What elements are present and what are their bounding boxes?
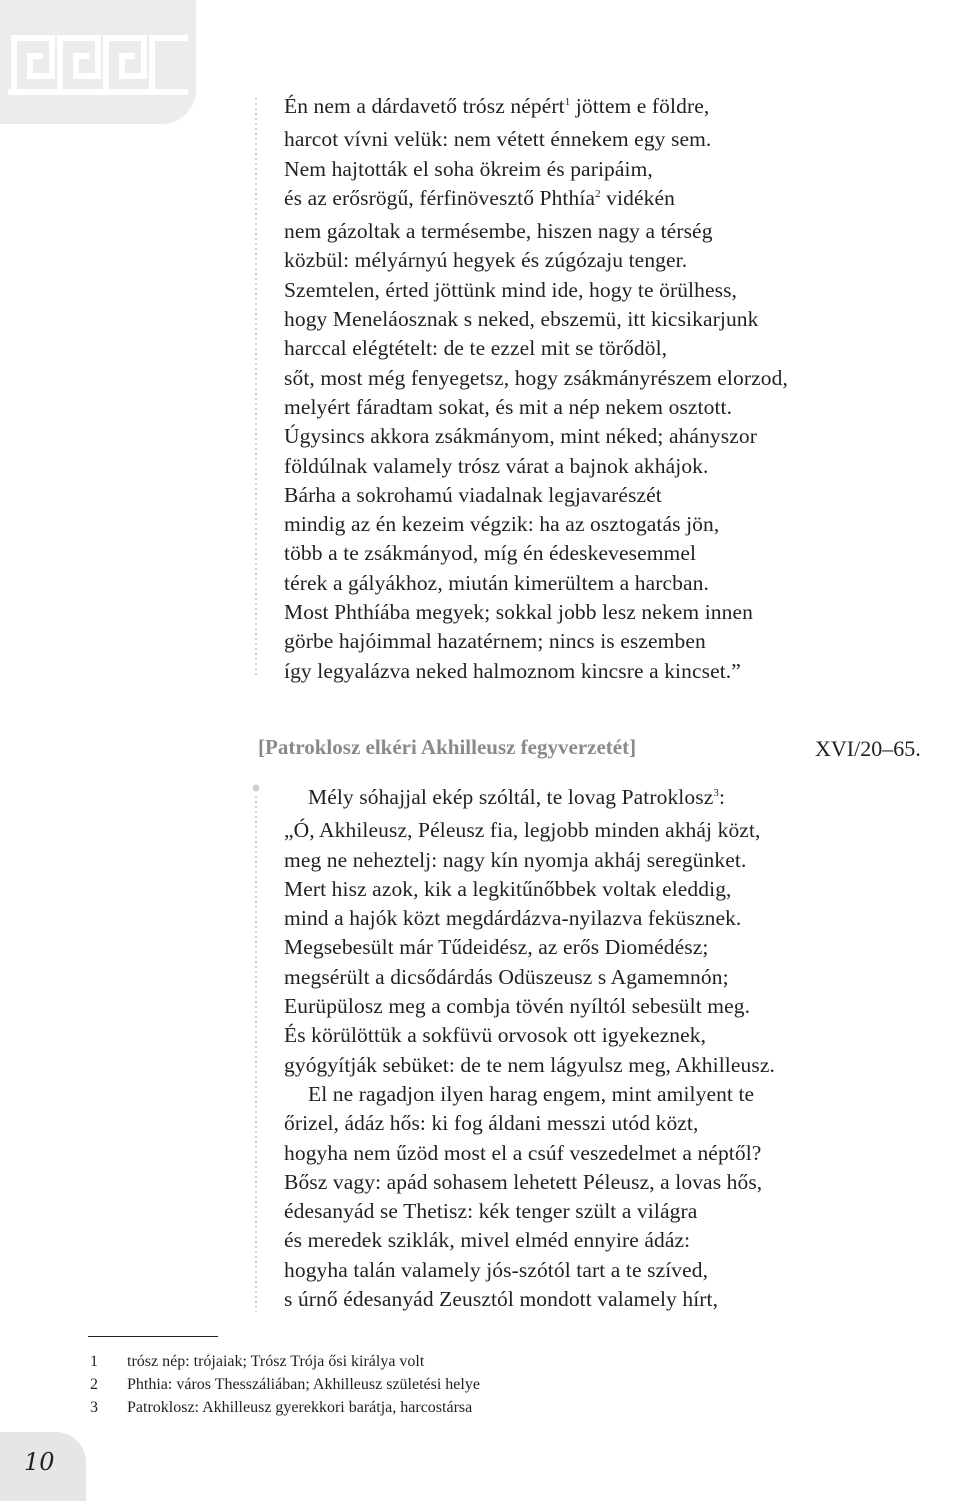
poem-line: sőt, most még fenyegetsz, hogy zsákmányrészem elorzod,: [284, 365, 788, 390]
poem-line: és az erősrögű, férfinövesztő Phthía$^2$ vidékén: [284, 185, 675, 210]
poem-line: harcot vívni velük: nem vétett énnekem egy sem.: [284, 127, 712, 152]
footnote-number: 3: [90, 1399, 98, 1416]
poem-line: Most Phthíába megyek; sokkal jobb lesz nekem innen: [284, 600, 753, 625]
poem-line: mindig az én kezeim végzik: ha az osztogatás jön,: [284, 512, 720, 537]
poem-line: hogy Meneláosznak s neked, ebszemü, itt kicsikarjunk: [284, 307, 759, 332]
footnote-divider: [88, 1336, 218, 1337]
poem-line: „Ó, Akhileusz, Péleusz fia, legjobb minden akháj közt,: [284, 818, 761, 843]
poem-line: megsérült a dicsődárdás Odüszeusz s Agamemnón;: [284, 964, 729, 989]
footnote-mark: 3: [713, 787, 719, 799]
poem-bottom: [284, 783, 775, 1314]
poem-line: görbe hajóimmal hazatérnem; nincs is eszemben: [284, 629, 706, 654]
poem-line: Szemtelen, érted jöttünk mind ide, hogy te örülhess,: [284, 277, 738, 302]
poem-line: így legyalázva neked halmoznom kincsre a kincset.”: [284, 658, 741, 683]
poem-line: Megsebesült már Tűdeidész, az erős Diomédész;: [284, 935, 709, 960]
poem-line: melyért fáradtam sokat, és mit a nép nekem osztott.: [284, 394, 733, 419]
poem-line: meg ne neheztelj: nagy kín nyomja akháj seregünket.: [284, 847, 747, 872]
poem-line: mind a hajók közt megdárdázva-nyilazva feküsznek.: [284, 906, 742, 931]
footnotes: [90, 1350, 480, 1419]
margin-dotted-rule: [252, 782, 260, 1312]
poem-line: és meredek sziklák, mivel elméd ennyire ádáz:: [284, 1228, 691, 1253]
poem-line: térek a gályákhoz, miután kimerültem a harcban.: [284, 570, 709, 595]
page-number: 10: [24, 1448, 55, 1476]
greek-key-icon: [8, 30, 188, 100]
poem-line: földúlnak valamely trósz várat a bajnok akhájok.: [284, 453, 709, 478]
footnote-text: trósz nép: trójaiak; Trósz Trója ősi királya volt: [127, 1353, 425, 1370]
poem-top: [284, 92, 788, 686]
footnote-number: 1: [90, 1353, 98, 1370]
poem-line: több a te zsákmányod, míg én édeskevesemmel: [284, 541, 697, 566]
footnote-mark: 1: [564, 96, 571, 108]
footnote-mark: 2: [595, 187, 601, 200]
poem-line: közbül: mélyárnyú hegyek és zúgózaju tenger.: [284, 248, 688, 273]
poem-line: Mert hisz azok, kik a legkitűnőbbek voltak eleddig,: [284, 876, 732, 901]
poem-line: gyógyítják sebüket: de te nem lágyulsz meg, Akhilleusz.: [284, 1052, 775, 1077]
poem-line: Eurüpülosz meg a combja tövén nyíltól sebesült meg.: [284, 994, 751, 1019]
poem-line: nem gázoltak a termésembe, hiszen nagy a térség: [284, 219, 713, 244]
poem-line: hogyha talán valamely jós-szótól tart a te szíved,: [284, 1257, 709, 1282]
poem-line: s úrnő édesanyád Zeusztól mondott valamely hírt,: [284, 1287, 719, 1312]
poem-line: őrizel, ádáz hős: ki fog áldani messzi utód közt,: [284, 1111, 699, 1136]
poem-line: Én nem a dárdavető trósz népért$^1$ jöttem e földre,: [284, 94, 710, 118]
poem-line: El ne ragadjon ilyen harag engem, mint amilyent te: [308, 1081, 755, 1106]
poem-line: harccal elégtételt: de te ezzel mit se törődöl,: [284, 336, 668, 361]
footnote-text: Phthia: város Thesszáliában; Akhilleusz születési helye: [127, 1376, 480, 1393]
margin-dotted-rule: [252, 94, 260, 678]
footnote-text: Patroklosz: Akhilleusz gyerekkori barátja, harcostársa: [127, 1399, 473, 1416]
corner-ornament: [0, 0, 196, 124]
poem-line: hogyha nem űzöd most el a csúf veszedelmet a néptől?: [284, 1140, 762, 1165]
footnote-item: [90, 1373, 480, 1396]
footnote-item: [90, 1350, 480, 1373]
section-reference: XVI/20–65.: [815, 736, 921, 761]
poem-line: Úgysincs akkora zsákmányom, mint néked; ahányszor: [284, 424, 757, 449]
section-heading: [Patroklosz elkéri Akhilleusz fegyverzetét]: [258, 735, 637, 759]
poem-line: És körülöttük a sokfüvü orvosok ott igyekeznek,: [284, 1023, 707, 1048]
poem-line: édesanyád se Thetisz: kék tenger szült a világra: [284, 1199, 698, 1224]
poem-line: Bárha a sokrohamú viadalnak legjavarészét: [284, 482, 662, 507]
poem-line: Mély sóhajjal ekép szóltál, te lovag Patroklosz$^3$:: [308, 785, 726, 809]
footnote-item: [90, 1396, 480, 1419]
footnote-number: 2: [90, 1376, 98, 1393]
poem-line: Bősz vagy: apád sohasem lehetett Péleusz, a lovas hős,: [284, 1169, 763, 1194]
poem-line: Nem hajtották el soha ökreim és paripáim,: [284, 156, 653, 181]
